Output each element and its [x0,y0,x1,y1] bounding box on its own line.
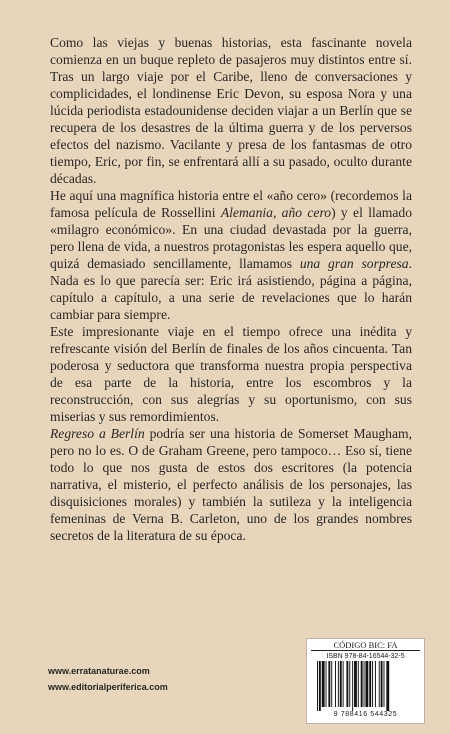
barcode-bar [340,661,342,707]
barcode-bar [364,661,365,707]
url-erratanaturae[interactable]: www.erratanaturae.com [48,666,150,676]
barcode-bar [319,661,321,711]
synopsis-paragraph [50,425,412,544]
barcode-bar [331,661,332,707]
barcode-bar [346,661,348,707]
barcode-bar [354,661,357,707]
italic-title-run: Regreso a Berlín [50,426,145,441]
publisher-urls [48,663,168,695]
isbn-number: ISBN 978-84-16544-32-5 [326,653,405,660]
barcode-bar [372,661,373,707]
barcode-bar [369,661,371,707]
text-run: He aquí una magnífica historia entre el «año cero» (recordemos la famosa película de Rossellini [50,188,412,220]
text-run: Este impresionante viaje en el tiempo ofrece una inédita y refrescante visión del Berlín de finales de los años cincuenta. Tan poderosa y seductora que transforma nuestra propia perspectiva de esa parte de la historia, entre los escombros y la reconstrucción, con sus alegrías y su oportunismo, con sus miserias y sus remordimientos. [50,324,412,424]
barcode-bar [358,661,359,707]
barcode-bar [384,661,385,707]
barcode-bar [386,661,389,711]
italic-title-run: Alemania, año cero [220,205,332,220]
text-run: podría ser una historia de Somerset Maugham, pero no lo es. O de Graham Greene, pero tampoco… Eso sí, tiene todo lo que nos gusta de estos dos escritores (la potencia narrativa, el misterio, el perfecto análisis de los personajes, las disquisiciones morales) y también la sutileza y la inteligencia femeninas de Verna B. Carleton, uno de los grandes nombres secretos de la literatura de su época. [50,426,412,543]
barcode-bar [352,661,353,711]
synopsis-paragraph [50,187,412,323]
barcode-bar [343,661,344,707]
bic-code: CÓDIGO BIC: FA [311,639,420,651]
text-run: . Nada es lo que parecía ser: Eric irá asistiendo, página a página, capítulo a capítulo, a una serie de revelaciones que lo harán cambiar para siempre. [50,256,412,322]
text-run: Como las viejas y buenas historias, esta fascinante novela comienza en un buque repleto de pasajeros muy distintos entre sí. Tras un largo viaje por el Caribe, lleno de conversaciones y complicidades, el londinense Eric Devon, su esposa Nora y una lúcida periodista estadounidense deciden viajar a un Berlín que se recupera de los desastres de la última guerra y de los perversos efectos del nazismo. Vacilante y presa de los fantasmas de otro tiempo, Eric, por fin, se enfrentará allí a su pasado, oculto durante décadas. [50,35,412,186]
barcode-bar [379,661,380,707]
barcode-bar [322,661,325,707]
synopsis-paragraph [50,323,412,425]
ean-digits: 9 788416 544325 [333,711,398,718]
barcode-bar [361,661,363,707]
barcode-bar [338,661,339,707]
barcode-bars [317,661,417,711]
barcode-bar [335,661,336,707]
barcode-bar [328,661,330,707]
barcode-bar [365,661,368,707]
text-run: ) y el llamado «milagro económico». En una ciudad devastada por la guerra, pero llena de vida, a nuestros protagonistas les espera aquello que, quizá demasiado sencillamente, llamamos [50,205,412,271]
barcode-bar [381,661,383,707]
barcode-label [306,638,425,724]
url-periferica[interactable]: www.editorialperiferica.com [48,682,168,692]
barcode-bar [349,661,350,707]
back-cover-synopsis [50,34,412,544]
italic-title-run: una gran sorpresa [299,256,409,271]
barcode-bar [317,661,318,711]
synopsis-paragraph [50,34,412,187]
barcode-bar [326,661,327,707]
barcode-bar [375,661,376,707]
